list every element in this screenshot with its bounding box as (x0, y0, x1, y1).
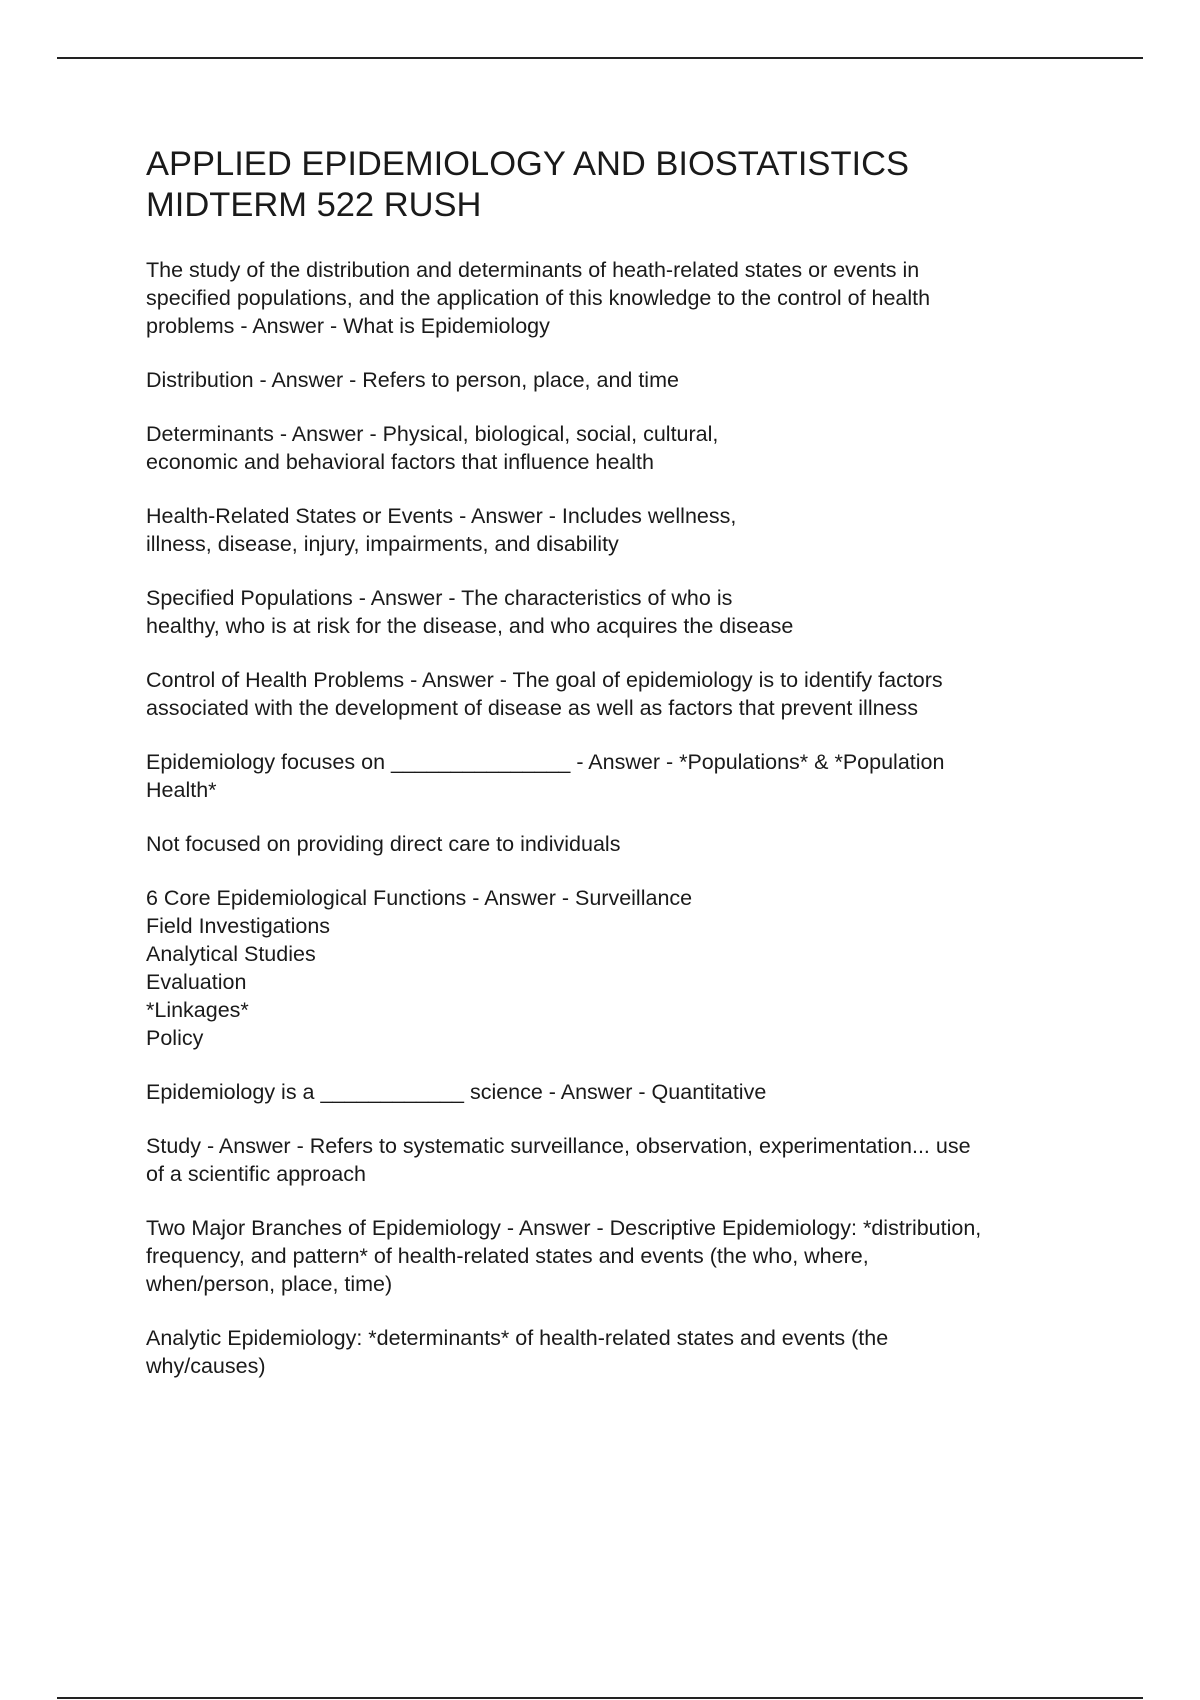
qa-entry-health-related-states: Health-Related States or Events - Answer - Includes wellness, illness, disease, injury, impairments, and disability (146, 504, 737, 556)
bottom-rule (57, 1697, 1143, 1699)
qa-entry-distribution: Distribution - Answer - Refers to person, place, and time (146, 368, 679, 392)
qa-entry-two-branches: Two Major Branches of Epidemiology - Answer - Descriptive Epidemiology: *distribution, frequency, and pattern* of health-related states and events (the who, where, when/person, place, time) (146, 1216, 982, 1296)
qa-entry-determinants: Determinants - Answer - Physical, biological, social, cultural, economic and behavioral factors that influence health (146, 422, 719, 474)
document-body (146, 144, 1106, 1406)
qa-entry-quantitative-science: Epidemiology is a ____________ science - Answer - Quantitative (146, 1080, 767, 1104)
qa-entry-epidemiology-definition: The study of the distribution and determinants of heath-related states or events in specified populations, and the application of this knowledge to the control of health problems - Answer - What is Epidemiology (146, 258, 931, 338)
qa-entry-study: Study - Answer - Refers to systematic surveillance, observation, experimentation... use of a scientific approach (146, 1134, 971, 1186)
title-line-2: MIDTERM 522 RUSH (146, 186, 482, 224)
qa-list (146, 256, 1106, 1380)
qa-entry-specified-populations: Specified Populations - Answer - The characteristics of who is healthy, who is at risk for the disease, and who acquires the disease (146, 586, 794, 638)
qa-entry-core-functions: 6 Core Epidemiological Functions - Answer - Surveillance Field Investigations Analytical Studies Evaluation *Linkages* Policy (146, 886, 693, 1050)
qa-entry-analytic-epidemiology: Analytic Epidemiology: *determinants* of health-related states and events (the why/causes) (146, 1326, 889, 1378)
document-title (146, 144, 1106, 226)
qa-entry-control-of-health-problems: Control of Health Problems - Answer - The goal of epidemiology is to identify factors associated with the development of disease as well as factors that prevent illness (146, 668, 943, 720)
title-line-1: APPLIED EPIDEMIOLOGY AND BIOSTATISTICS (146, 145, 910, 183)
qa-entry-focuses-on: Epidemiology focuses on _______________ - Answer - *Populations* & *Population Health* (146, 750, 945, 802)
qa-entry-not-direct-care: Not focused on providing direct care to individuals (146, 832, 621, 856)
top-rule (57, 57, 1143, 59)
